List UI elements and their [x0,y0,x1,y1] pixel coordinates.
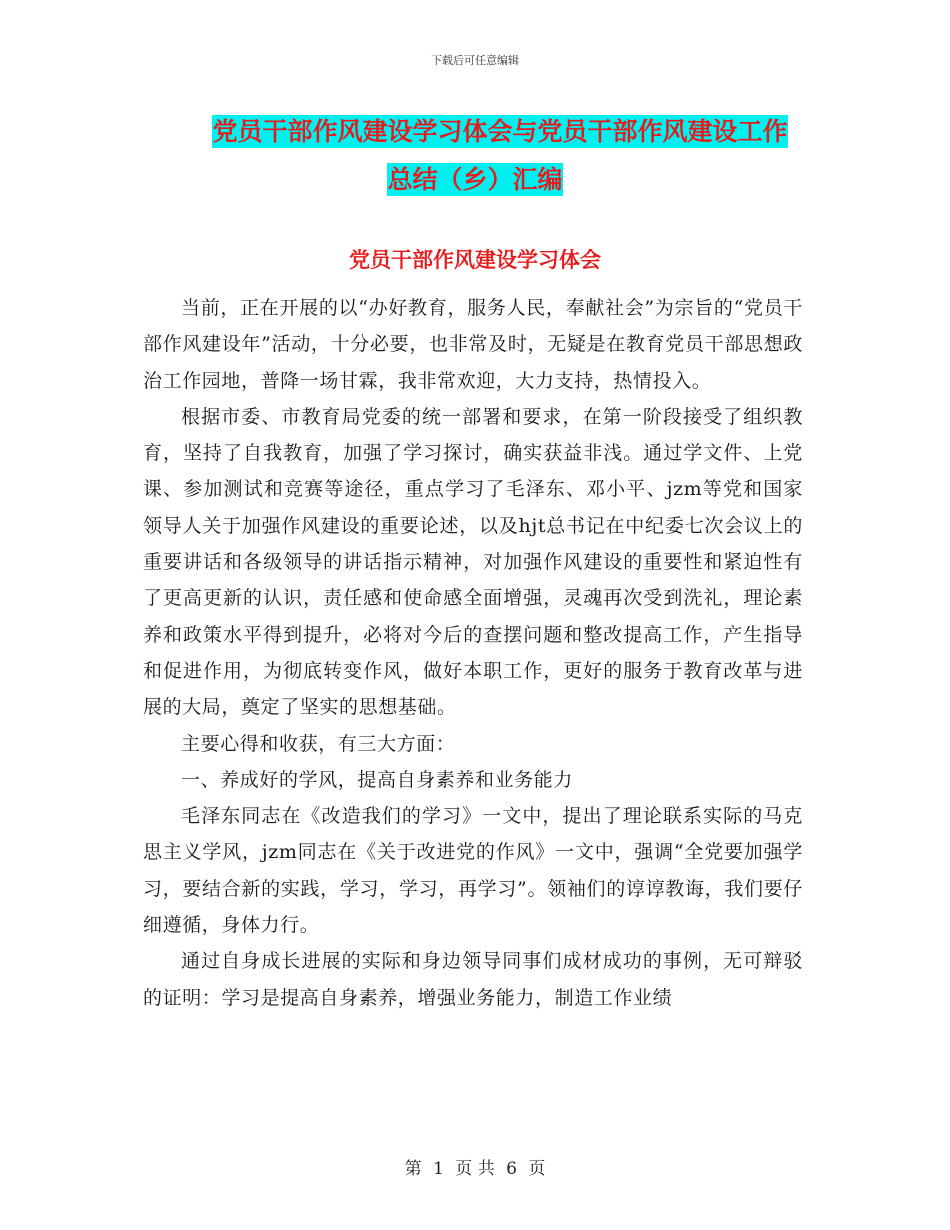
footer-middle: 页 共 [455,1159,495,1179]
total-pages: 6 [506,1159,517,1179]
title-line-1: 党员干部作风建设学习体会与党员干部作风建设工作 [212,117,788,146]
title-line-2: 总结（乡）汇编 [387,165,563,194]
paragraph: 当前，正在开展的以“办好教育，服务人民，奉献社会”为宗旨的“党员干部作风建设年”活动，十分必要，也非常及时，无疑是在教育党员干部思想政治工作园地，普降一场甘霖，我非常欢迎，大力支持，热情投入。 [143,297,803,392]
page-footer [0,1154,950,1179]
paragraph: 毛泽东同志在《改造我们的学习》一文中，提出了理论联系实际的马克思主义学风，jzm同志在《关于改进党的作风》一文中，强调“全党要加强学习，要结合新的实践，学习，学习，再学习”。领袖们的谆谆教诲，我们要仔细遵循，身体力行。 [143,805,803,937]
paragraph: 通过自身成长进展的实际和身边领导同事们成材成功的事例，无可辩驳的证明：学习是提高自身素养，增强业务能力，制造工作业绩 [143,950,803,1009]
document-body [143,290,803,1016]
section-title: 党员干部作风建设学习体会 [349,248,601,272]
paragraph-heading: 一、养成好的学风，提高自身素养和业务能力 [181,768,574,791]
page-number: 1 [433,1159,444,1179]
paragraph: 主要心得和收获，有三大方面： [181,732,456,755]
header-note: 下载后可任意编辑 [431,54,519,67]
document-title [0,108,950,204]
footer-suffix: 页 [528,1159,546,1179]
paragraph: 根据市委、市教育局党委的统一部署和要求，在第一阶段接受了组织教育，坚持了自我教育，加强了学习探讨，确实获益非浅。通过学文件、上党课、参加测试和竞赛等途径，重点学习了毛泽东、邓小平、jzm等党和国家领导人关于加强作风建设的重要论述，以及hjt总书记在中纪委七次会议上的重要讲话和各级领导的讲话指示精神，对加强作风建设的重要性和紧迫性有了更高更新的认识，责任感和使命感全面增强，灵魂再次受到洗礼，理论素养和政策水平得到提升，必将对今后的查摆问题和整改提高工作，产生指导和促进作用，为彻底转变作风，做好本职工作，更好的服务于教育改革与进展的大局，奠定了坚实的思想基础。 [143,405,803,719]
footer-prefix: 第 [404,1159,422,1179]
